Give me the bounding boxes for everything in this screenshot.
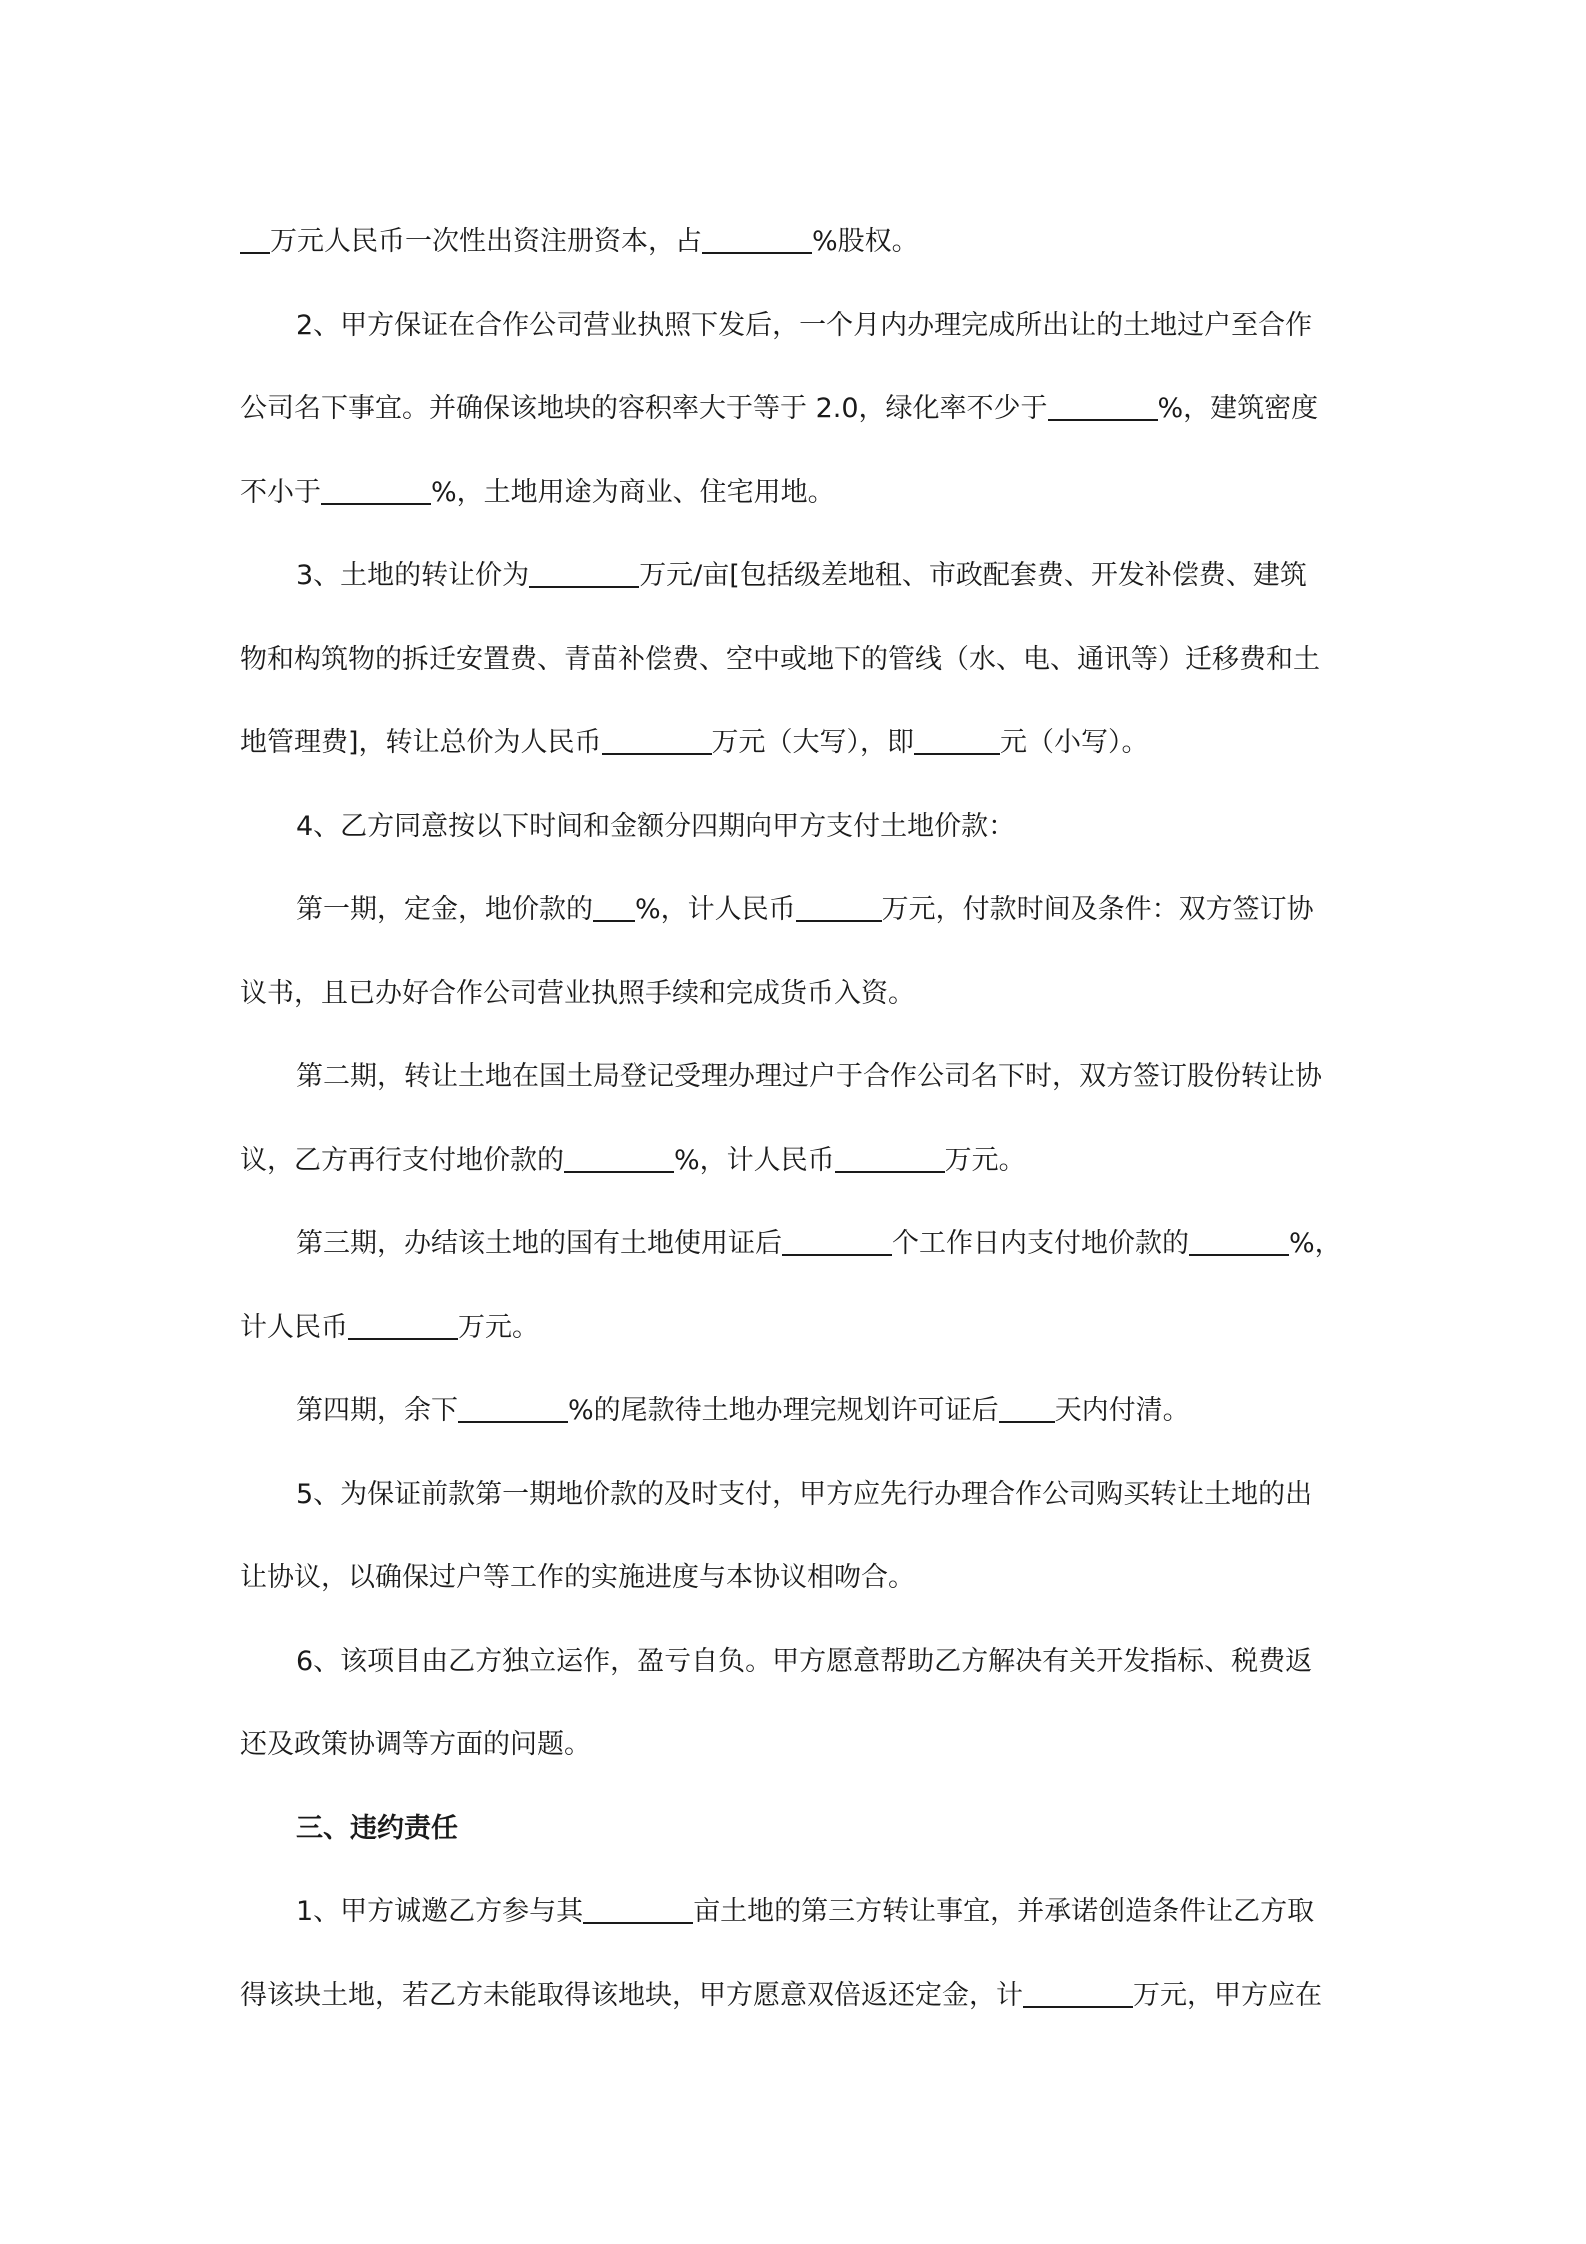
fill-blank <box>564 1144 674 1173</box>
paragraph-line <box>240 868 1350 952</box>
fill-blank <box>702 225 812 254</box>
fill-blank <box>782 1227 892 1256</box>
paragraph-line <box>240 1119 1350 1203</box>
fill-blank <box>999 1394 1055 1423</box>
text-segment: %，计人民币 <box>635 894 796 925</box>
text-segment: 个工作日内支付地价款的 <box>892 1228 1189 1259</box>
paragraph-line <box>240 1620 1350 1704</box>
text-segment: 万元人民币一次性出资注册资本，占 <box>270 226 702 257</box>
fill-blank <box>835 1144 945 1173</box>
text-segment: 万元。 <box>458 1311 539 1343</box>
text-segment: 让协议，以确保过户等工作的实施进度与本协议相吻合。 <box>240 1562 915 1593</box>
text-segment: 议书，且已办好合作公司营业执照手续和完成货币入资。 <box>240 977 915 1009</box>
fill-blank <box>1189 1227 1289 1256</box>
text-segment: 2、甲方保证在合作公司营业执照下发后，一个月内办理完成所出让的土地过户至合作 <box>296 309 1313 341</box>
text-segment: %， <box>1289 1228 1342 1259</box>
text-segment: 还及政策协调等方面的问题。 <box>240 1729 591 1760</box>
paragraph-line <box>240 952 1350 1036</box>
document-body <box>240 200 1350 2037</box>
paragraph-line <box>240 1202 1350 1286</box>
paragraph-line <box>240 367 1350 451</box>
text-segment: 物和构筑物的拆迁安置费、青苗补偿费、空中或地下的管线（水、电、通讯等）迁移费和土 <box>240 643 1320 675</box>
fill-blank <box>593 893 635 922</box>
paragraph-line <box>240 1453 1350 1537</box>
fill-blank <box>914 726 1000 755</box>
text-segment: %，土地用途为商业、住宅用地。 <box>431 476 835 508</box>
fill-blank <box>583 1895 693 1924</box>
fill-blank <box>1023 1979 1133 2008</box>
heading-text: 三、违约责任 <box>296 1812 458 1844</box>
fill-blank <box>1048 392 1158 421</box>
section-heading <box>240 1787 1350 1871</box>
text-segment: 4、乙方同意按以下时间和金额分四期向甲方支付土地价款： <box>296 810 1016 842</box>
paragraph-line <box>240 1870 1350 1954</box>
text-segment: %，建筑密度 <box>1157 393 1319 424</box>
text-segment: 5、为保证前款第一期地价款的及时支付，甲方应先行办理合作公司购买转让土地的出 <box>296 1478 1313 1510</box>
text-segment: 第三期，办结该土地的国有土地使用证后 <box>296 1228 782 1259</box>
paragraph-line <box>240 1035 1350 1119</box>
text-segment: 万元，甲方应在 <box>1133 1979 1322 2011</box>
text-segment: %，计人民币 <box>674 1144 835 1176</box>
text-segment: 1、甲方诚邀乙方参与其 <box>296 1896 584 1927</box>
text-segment: 万元。 <box>944 1144 1026 1176</box>
paragraph-line <box>240 1369 1350 1453</box>
text-segment: 公司名下事宜。并确保该地块的容积率大于等于 2.0，绿化率不少于 <box>240 393 1048 424</box>
fill-blank <box>348 1311 458 1340</box>
paragraph-line <box>240 785 1350 869</box>
text-segment: 计人民币 <box>240 1311 348 1343</box>
paragraph-line <box>240 534 1350 618</box>
text-segment: 万元（大写），即 <box>711 727 915 758</box>
paragraph-line <box>240 451 1350 535</box>
paragraph-line <box>240 701 1350 785</box>
fill-blank <box>796 893 882 922</box>
paragraph-line <box>240 284 1350 368</box>
paragraph-line <box>240 618 1350 702</box>
text-segment: 地管理费]，转让总价为人民币 <box>240 727 602 758</box>
text-segment: 天内付清。 <box>1054 1395 1190 1426</box>
fill-blank <box>321 476 431 505</box>
text-segment: 议，乙方再行支付地价款的 <box>240 1144 564 1176</box>
text-segment: 不小于 <box>240 476 321 508</box>
paragraph-line <box>240 1286 1350 1370</box>
text-segment: 得该块土地，若乙方未能取得该地块，甲方愿意双倍返还定金，计 <box>240 1979 1023 2011</box>
fill-blank <box>602 726 712 755</box>
fill-blank <box>529 559 639 588</box>
text-segment: 3、土地的转让价为 <box>296 560 530 591</box>
fill-blank <box>458 1394 568 1423</box>
text-segment: 6、该项目由乙方独立运作，盈亏自负。甲方愿意帮助乙方解决有关开发指标、税费返 <box>296 1645 1313 1677</box>
paragraph-line <box>240 1703 1350 1787</box>
text-segment: 亩土地的第三方转让事宜，并承诺创造条件让乙方取 <box>693 1896 1315 1927</box>
paragraph-line <box>240 1954 1350 2038</box>
fill-blank <box>240 225 270 254</box>
text-segment: %的尾款待土地办理完规划许可证后 <box>568 1395 999 1426</box>
text-segment: 万元/亩[包括级差地租、市政配套费、开发补偿费、建筑 <box>639 560 1307 591</box>
text-segment: 第二期，转让土地在国土局登记受理办理过户于合作公司名下时，双方签订股份转让协 <box>296 1061 1322 1092</box>
text-segment: %股权。 <box>812 226 919 257</box>
text-segment: 第一期，定金，地价款的 <box>296 894 593 925</box>
paragraph-line <box>240 1536 1350 1620</box>
text-segment: 万元，付款时间及条件：双方签订协 <box>881 894 1314 925</box>
text-segment: 元（小写）。 <box>1000 727 1149 758</box>
paragraph-line <box>240 200 1350 284</box>
text-segment: 第四期，余下 <box>296 1395 458 1426</box>
